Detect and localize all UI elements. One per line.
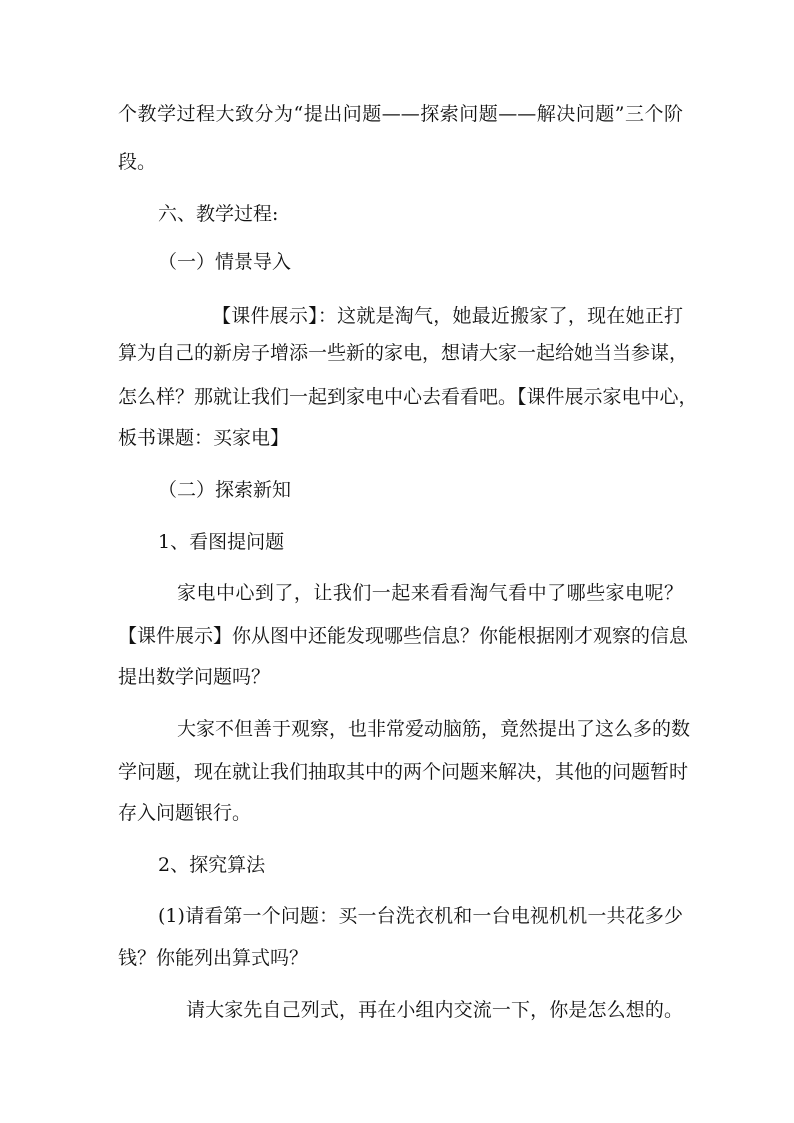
paragraph-line: 段。 xyxy=(118,151,157,173)
paragraph-line: 怎么样？那就让我们一起到家电中心去看看吧。【课件展示家电中心， xyxy=(118,386,698,408)
paragraph-line: 学问题，现在就让我们抽取其中的两个问题来解决，其他的问题暂时 xyxy=(118,761,689,783)
paragraph-line: 请大家先自己列式，再在小组内交流一下，你是怎么想的。 xyxy=(186,999,683,1021)
item-heading: 2、探究算法 xyxy=(158,854,266,876)
section-heading: 六、教学过程: xyxy=(158,203,279,225)
paragraph-line: 存入问题银行。 xyxy=(118,802,252,824)
paragraph-line: 家电中心到了，让我们一起来看看淘气看中了哪些家电呢？ xyxy=(177,582,683,604)
paragraph-line: 板书课题：买家电】 xyxy=(118,427,290,449)
subsection-heading: （二）探索新知 xyxy=(158,479,292,501)
paragraph-line: (1)请看第一个问题：买一台洗衣机和一台电视机机一共花多少 xyxy=(158,905,683,927)
paragraph-line: 算为自己的新房子增添一些新的家电，想请大家一起给她当当参谋， xyxy=(118,342,689,364)
paragraph-line: 钱？你能列出算式吗？ xyxy=(118,947,309,969)
paragraph-line: 【课件展示】：这就是淘气，她最近搬家了，现在她正打 xyxy=(212,305,683,327)
item-heading: 1、看图提问题 xyxy=(158,531,285,553)
paragraph-line: 个教学过程大致分为“提出问题——探索问题——解决问题”三个阶 xyxy=(118,103,683,125)
paragraph-line: 【课件展示】你从图中还能发现哪些信息？你能根据刚才观察的信息 xyxy=(118,625,689,647)
subsection-heading: （一）情景导入 xyxy=(158,251,292,273)
paragraph-line: 提出数学问题吗？ xyxy=(118,666,271,688)
paragraph-line: 大家不但善于观察，也非常爱动脑筋，竟然提出了这么多的数 xyxy=(177,718,691,740)
